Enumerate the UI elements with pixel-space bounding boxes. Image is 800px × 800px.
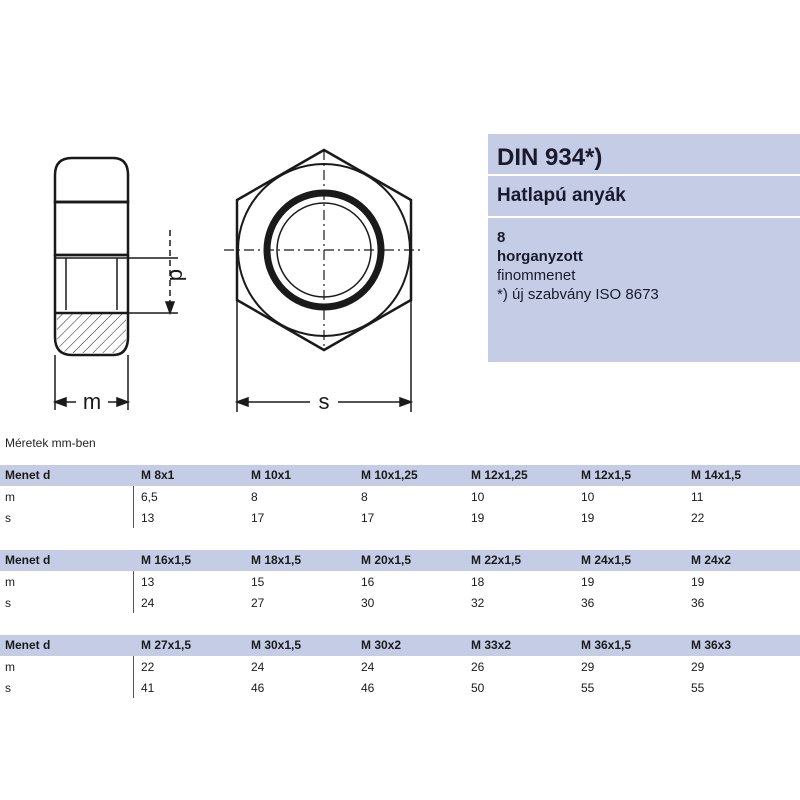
table-cell: 16 [361, 575, 375, 589]
label-d: d [165, 269, 190, 282]
table-cell: 55 [581, 681, 595, 695]
table-cell: M 36x1,5 [581, 638, 632, 652]
table-cell: 19 [581, 575, 595, 589]
technical-drawing [0, 0, 480, 420]
table-cell: M 8x1 [141, 468, 175, 482]
table-cell: 41 [141, 681, 155, 695]
column-divider [133, 571, 134, 613]
table-row [0, 571, 800, 592]
column-divider [133, 656, 134, 698]
surface-finish: horganyzott [497, 248, 583, 265]
table-cell: M 30x1,5 [251, 638, 302, 652]
table-cell: 19 [471, 511, 485, 525]
row-label: m [5, 575, 15, 589]
label-s: s [318, 389, 330, 414]
strength-grade: 8 [497, 229, 506, 246]
table-cell: 19 [691, 575, 705, 589]
row-label: m [5, 660, 15, 674]
table-cell: 29 [691, 660, 705, 674]
row-label: Menet d [5, 468, 51, 482]
dimension-table [0, 635, 800, 698]
table-cell: 36 [691, 596, 705, 610]
row-label: Menet d [5, 553, 51, 567]
table-cell: M 24x2 [691, 553, 732, 567]
table-cell: 50 [471, 681, 485, 695]
product-info-panel [488, 134, 800, 362]
row-label: m [5, 490, 15, 504]
table-row [0, 677, 800, 698]
table-header-row [0, 550, 800, 571]
table-cell: M 33x2 [471, 638, 512, 652]
table-cell: 10 [581, 490, 595, 504]
table-cell: 18 [471, 575, 485, 589]
table-cell: M 10x1 [251, 468, 292, 482]
table-header-row [0, 465, 800, 486]
table-cell: M 14x1,5 [691, 468, 742, 482]
thread-type: finommenet [497, 267, 576, 284]
table-row [0, 507, 800, 528]
product-details [497, 228, 659, 304]
table-cell: M 10x1,25 [361, 468, 418, 482]
hatched-section [57, 313, 126, 353]
table-cell: 29 [581, 660, 595, 674]
row-label: Menet d [5, 638, 51, 652]
table-cell: 36 [581, 596, 595, 610]
table-cell: 26 [471, 660, 485, 674]
table-cell: 22 [691, 511, 705, 525]
table-row [0, 486, 800, 507]
table-cell: M 27x1,5 [141, 638, 192, 652]
table-cell: 8 [361, 490, 368, 504]
nut-front-view [224, 150, 424, 350]
table-cell: M 12x1,25 [471, 468, 528, 482]
dimension-table [0, 465, 800, 528]
table-cell: 46 [361, 681, 375, 695]
label-m: m [82, 389, 102, 414]
table-cell: 24 [361, 660, 375, 674]
table-cell: 32 [471, 596, 485, 610]
table-cell: 6,5 [141, 490, 158, 504]
table-cell: M 16x1,5 [141, 553, 192, 567]
table-cell: 13 [141, 575, 155, 589]
table-cell: 22 [141, 660, 155, 674]
table-cell: 46 [251, 681, 265, 695]
standard-note: *) új szabvány ISO 8673 [497, 286, 659, 303]
table-cell: M 20x1,5 [361, 553, 412, 567]
table-cell: 17 [361, 511, 375, 525]
table-cell: M 12x1,5 [581, 468, 632, 482]
table-cell: 24 [141, 596, 155, 610]
table-cell: 19 [581, 511, 595, 525]
table-cell: M 30x2 [361, 638, 402, 652]
units-note: Méretek mm-ben [5, 436, 96, 450]
row-label: s [5, 681, 11, 695]
table-cell: 10 [471, 490, 485, 504]
table-header-row [0, 635, 800, 656]
nut-side-view [55, 158, 128, 355]
table-cell: 8 [251, 490, 258, 504]
table-cell: 55 [691, 681, 705, 695]
table-cell: 27 [251, 596, 265, 610]
column-divider [133, 486, 134, 528]
table-cell: 30 [361, 596, 375, 610]
table-cell: 17 [251, 511, 265, 525]
row-label: s [5, 511, 11, 525]
table-cell: 24 [251, 660, 265, 674]
table-row [0, 656, 800, 677]
table-cell: 15 [251, 575, 265, 589]
dimension-table [0, 550, 800, 613]
table-cell: M 18x1,5 [251, 553, 302, 567]
table-row [0, 592, 800, 613]
table-cell: 11 [691, 490, 704, 504]
product-title: DIN 934*) [488, 134, 800, 176]
table-cell: 13 [141, 511, 155, 525]
table-cell: M 36x3 [691, 638, 732, 652]
row-label: s [5, 596, 11, 610]
product-subtitle: Hatlapú anyák [488, 176, 800, 218]
table-cell: M 22x1,5 [471, 553, 522, 567]
table-cell: M 24x1,5 [581, 553, 632, 567]
